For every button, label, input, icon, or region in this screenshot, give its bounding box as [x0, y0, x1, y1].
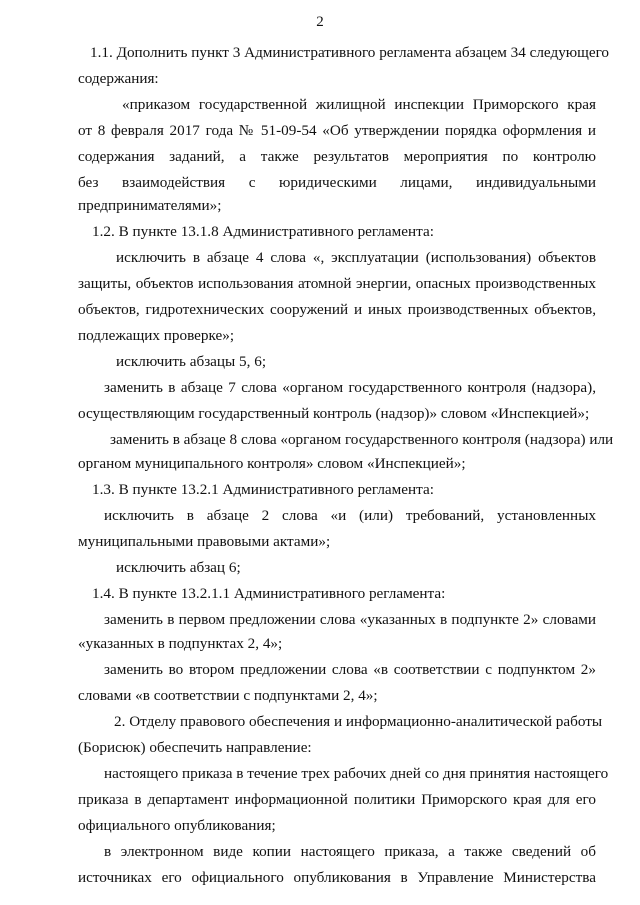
text-line: органом муниципального контроля» словом «Инспекцией»; [78, 455, 466, 472]
text-line: 1.3. В пункте 13.2.1 Административного регламента: [92, 481, 434, 498]
text-line: заменить в абзаце 7 слова «органом государственного контроля (надзора), [104, 379, 596, 396]
text-line: от 8 февраля 2017 года № 51-09-54 «Об утверждении порядка оформления и [78, 122, 596, 139]
text-line: исключить в абзаце 2 слова «и (или) требований, установленных [104, 507, 596, 524]
text-line: защиты, объектов использования атомной энергии, опасных производственных [78, 275, 596, 292]
text-line: настоящего приказа в течение трех рабочих дней со дня принятия настоящего [104, 765, 609, 782]
text-line: в электронном виде копии настоящего приказа, а также сведений об [104, 843, 596, 860]
text-line: заменить во втором предложении слова «в соответствии с подпунктом 2» [104, 661, 596, 678]
text-line: приказа в департамент информационной политики Приморского края для его [78, 791, 596, 808]
text-line: официального опубликования; [78, 817, 276, 834]
text-line: 1.1. Дополнить пункт 3 Административного регламента абзацем 34 следующего [90, 44, 610, 61]
text-line: предпринимателями»; [78, 197, 222, 214]
text-line: «приказом государственной жилищной инспекции Приморского края [122, 96, 596, 113]
text-line: осуществляющим государственный контроль (надзор)» словом «Инспекцией»; [78, 405, 590, 422]
text-line: исключить в абзаце 4 слова «, эксплуатации (использования) объектов [116, 249, 596, 266]
text-line: (Борисюк) обеспечить направление: [78, 739, 312, 756]
text-line: подлежащих проверке»; [78, 327, 235, 344]
text-line: 1.2. В пункте 13.1.8 Административного регламента: [92, 223, 434, 240]
text-line: «указанных в подпунктах 2, 4»; [78, 635, 283, 652]
text-line: содержания: [78, 70, 159, 87]
text-line: заменить в абзаце 8 слова «органом государственного контроля (надзора) или [110, 431, 614, 448]
text-line: без взаимодействия с юридическими лицами, индивидуальными [78, 174, 596, 191]
text-line: объектов, гидротехнических сооружений и иных производственных объектов, [78, 301, 596, 318]
text-line: содержания заданий, а также результатов мероприятия по контролю [78, 148, 596, 165]
page-number: 2 [316, 14, 324, 30]
text-line: источниках его официального опубликования в Управление Министерства [78, 869, 596, 886]
text-line: исключить абзац 6; [116, 559, 241, 576]
text-line: исключить абзацы 5, 6; [116, 353, 267, 370]
text-line: словами «в соответствии с подпунктами 2, 4»; [78, 687, 378, 704]
text-line: муниципальными правовыми актами»; [78, 533, 331, 550]
text-line: заменить в первом предложении слова «указанных в подпункте 2» словами [104, 611, 596, 628]
text-line: 1.4. В пункте 13.2.1.1 Административного регламента: [92, 585, 446, 602]
text-line: 2. Отделу правового обеспечения и информационно-аналитической работы [114, 713, 603, 730]
